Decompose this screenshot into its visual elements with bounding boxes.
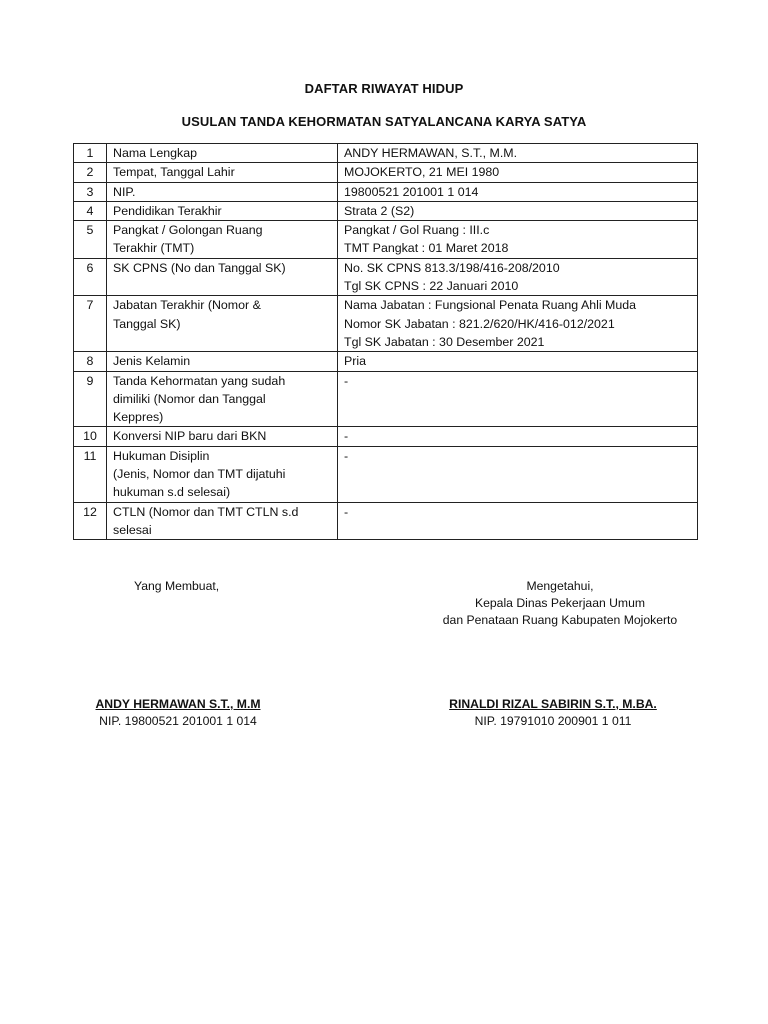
row-number: 5	[74, 221, 107, 259]
row-value	[338, 182, 698, 201]
maker-signature	[88, 696, 268, 730]
row-value	[338, 163, 698, 182]
row-label	[107, 371, 338, 427]
row-label	[107, 163, 338, 182]
row-value-line: MOJOKERTO, 21 MEI 1980	[344, 165, 500, 180]
biodata-table	[73, 143, 698, 540]
table-row	[74, 182, 698, 201]
approver-name: RINALDI RIZAL SABIRIN S.T., M.BA.	[449, 697, 657, 711]
row-number: 1	[74, 144, 107, 163]
row-number: 11	[74, 446, 107, 502]
maker-nip: NIP. 19800521 201001 1 014	[99, 714, 257, 728]
row-value	[338, 258, 698, 296]
row-value-line: Nomor SK Jabatan : 821.2/620/HK/416-012/2021	[344, 316, 615, 331]
row-number: 9	[74, 371, 107, 427]
row-label-line: CTLN (Nomor dan TMT CTLN s.d	[113, 504, 299, 519]
table-row	[74, 258, 698, 296]
table-row	[74, 144, 698, 163]
approver-label: Mengetahui,	[526, 579, 594, 593]
row-value-line: TMT Pangkat : 01 Maret 2018	[344, 241, 509, 256]
row-label-line: Nama Lengkap	[113, 146, 198, 160]
row-value-line: -	[344, 429, 349, 444]
row-label-line: dimiliki (Nomor dan Tanggal	[113, 391, 266, 406]
table-row	[74, 352, 698, 371]
row-label-line: Jabatan Terakhir (Nomor &	[113, 298, 261, 313]
row-value-line: -	[344, 448, 349, 463]
row-value	[338, 296, 698, 352]
row-label	[107, 427, 338, 446]
row-value-line: Tgl SK Jabatan : 30 Desember 2021	[344, 334, 545, 349]
row-value-line: Pria	[344, 354, 367, 369]
row-value-line: Strata 2 (S2)	[344, 203, 415, 218]
row-number: 7	[74, 296, 107, 352]
row-value-line: ANDY HERMAWAN, S.T., M.M.	[344, 146, 518, 160]
row-label	[107, 201, 338, 220]
row-label-line: Pangkat / Golongan Ruang	[113, 223, 263, 238]
row-label	[107, 446, 338, 502]
table-row	[74, 502, 698, 540]
table-row	[74, 221, 698, 259]
approver-title-line-2: dan Penataan Ruang Kabupaten Mojokerto	[442, 613, 678, 627]
row-label	[107, 144, 338, 163]
table-row	[74, 371, 698, 427]
maker-label: Yang Membuat,	[134, 579, 220, 593]
row-label	[107, 296, 338, 352]
table-row	[74, 201, 698, 220]
row-label-line: Keppres)	[113, 410, 164, 425]
row-label-line: Jenis Kelamin	[113, 354, 191, 369]
row-label-line: Tanda Kehormatan yang sudah	[113, 373, 286, 388]
row-label-line: hukuman s.d selesai)	[113, 485, 231, 500]
row-value	[338, 221, 698, 259]
row-value-line: Tgl SK CPNS : 22 Januari 2010	[344, 279, 519, 294]
table-row	[74, 427, 698, 446]
row-label-line: Hukuman Disiplin	[113, 448, 210, 463]
row-label-line: NIP.	[113, 184, 136, 199]
approver-title-line-1: Kepala Dinas Pekerjaan Umum	[474, 596, 646, 610]
maker-name: ANDY HERMAWAN S.T., M.M	[95, 697, 261, 711]
row-number: 4	[74, 201, 107, 220]
row-label	[107, 502, 338, 540]
table-row	[74, 296, 698, 352]
row-number: 3	[74, 182, 107, 201]
row-label	[107, 258, 338, 296]
approver-nip: NIP. 19791010 200901 1 011	[474, 714, 632, 728]
row-value	[338, 371, 698, 427]
row-value	[338, 427, 698, 446]
row-label-line: Tempat, Tanggal Lahir	[113, 165, 235, 180]
row-label-line: Terakhir (TMT)	[113, 241, 195, 256]
row-label	[107, 221, 338, 259]
row-label-line: SK CPNS (No dan Tanggal SK)	[113, 260, 286, 275]
table-row	[74, 446, 698, 502]
row-label-line: selesai	[113, 522, 152, 537]
document-subtitle: USULAN TANDA KEHORMATAN SATYALANCANA KARYA SATYA	[181, 114, 587, 129]
table-row	[74, 163, 698, 182]
row-value	[338, 201, 698, 220]
row-number: 6	[74, 258, 107, 296]
row-value-line: No. SK CPNS 813.3/198/416-208/2010	[344, 260, 560, 275]
row-value-line: Nama Jabatan : Fungsional Penata Ruang Ahli Muda	[344, 298, 637, 313]
row-value-line: -	[344, 504, 349, 519]
row-value	[338, 144, 698, 163]
row-number: 12	[74, 502, 107, 540]
biodata-table-body	[74, 144, 698, 540]
row-value	[338, 352, 698, 371]
row-label	[107, 182, 338, 201]
row-number: 8	[74, 352, 107, 371]
row-label-line: Tanggal SK)	[113, 316, 181, 331]
approver-signature	[403, 696, 703, 730]
row-label	[107, 352, 338, 371]
row-label-line: (Jenis, Nomor dan TMT dijatuhi	[113, 467, 286, 482]
row-value	[338, 502, 698, 540]
document-title: DAFTAR RIWAYAT HIDUP	[304, 81, 464, 96]
row-label-line: Konversi NIP baru dari BKN	[113, 429, 267, 444]
row-value-line: Pangkat / Gol Ruang : III.c	[344, 223, 490, 238]
row-value-line: -	[344, 373, 349, 388]
row-number: 2	[74, 163, 107, 182]
approver-block	[410, 578, 710, 629]
row-number: 10	[74, 427, 107, 446]
row-label-line: Pendidikan Terakhir	[113, 203, 222, 218]
row-value-line: 19800521 201001 1 014	[344, 184, 479, 199]
row-value	[338, 446, 698, 502]
